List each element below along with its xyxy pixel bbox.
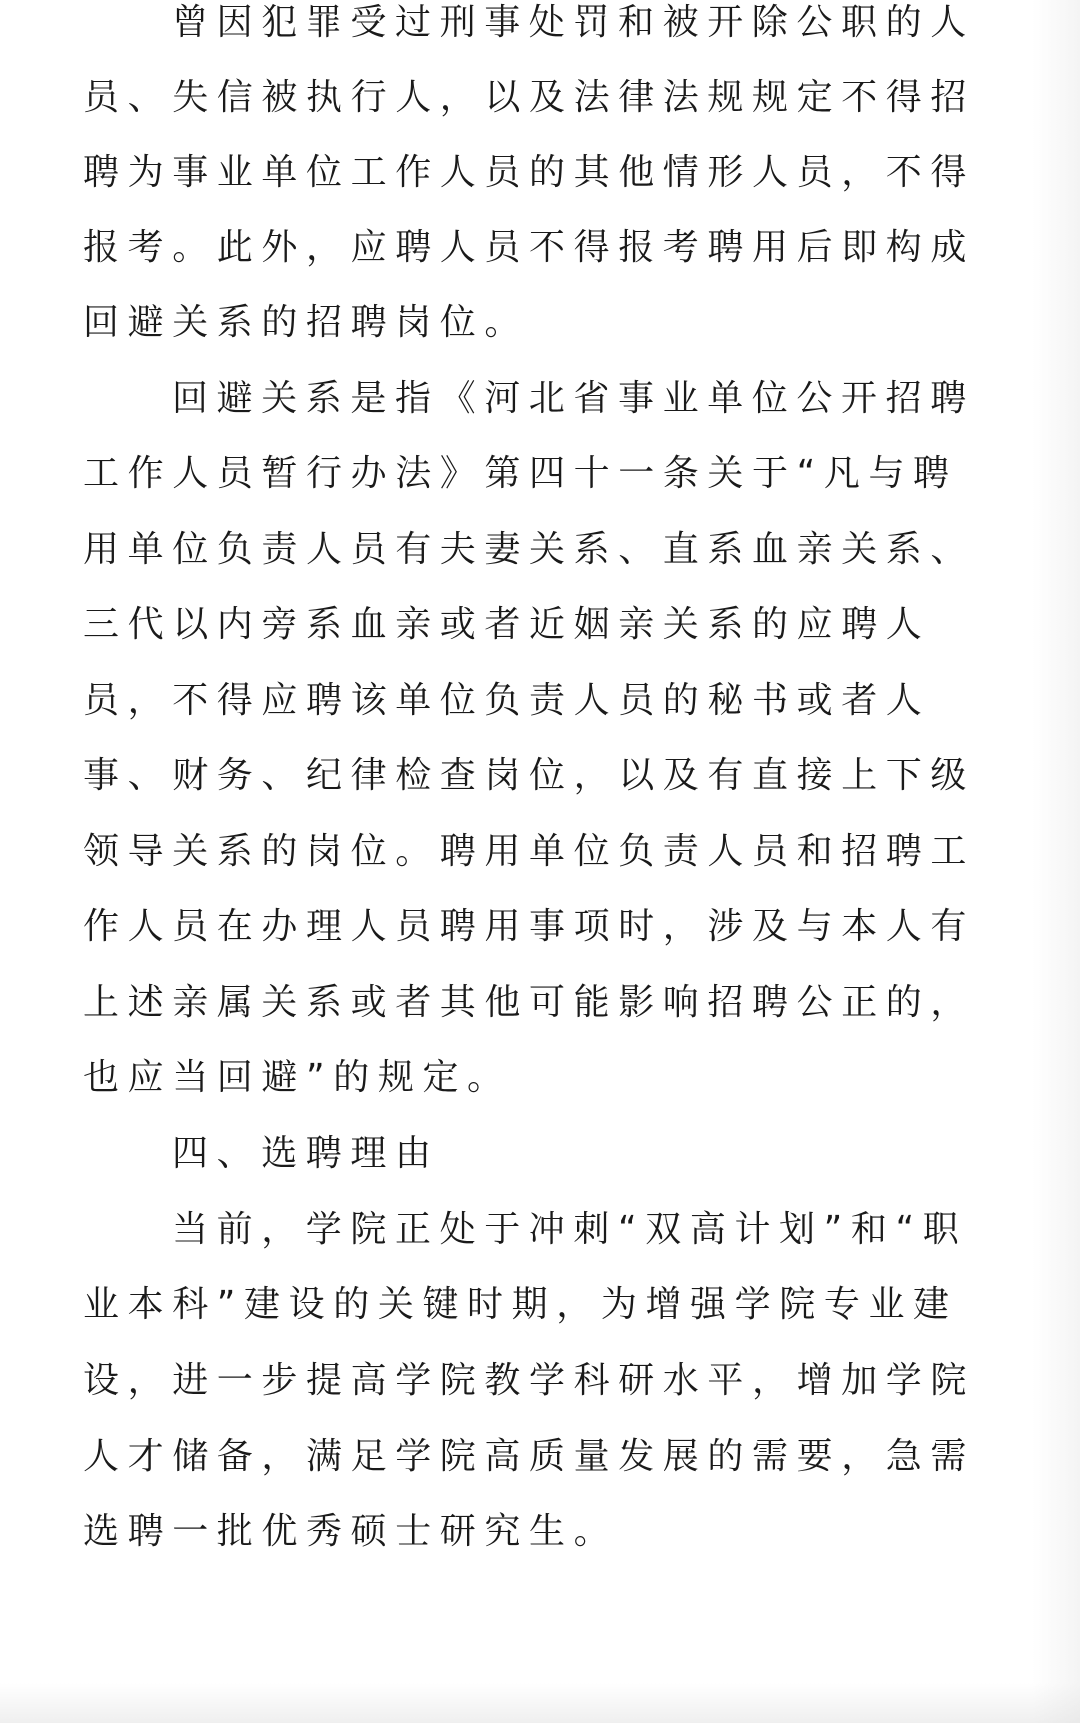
text-line: 设，进一步提高学院教学科研水平，增加学院 <box>83 1360 976 1401</box>
text-line: 回避关系是指《河北省事业单位公开招聘 <box>172 378 975 419</box>
text-line: 领导关系的岗位。聘用单位负责人员和招聘工 <box>83 831 976 872</box>
text-line: 人才储备，满足学院高质量发展的需要，急需 <box>83 1436 976 1477</box>
page-bottom-shadow <box>0 1683 1080 1723</box>
text-line: 当前，学院正处于冲刺“双高计划”和“职 <box>172 1209 968 1250</box>
page-edge-shadow <box>1032 0 1080 1723</box>
text-line: 曾因犯罪受过刑事处罚和被开除公职的人 <box>172 2 975 43</box>
text-line: 报考。此外，应聘人员不得报考聘用后即构成 <box>83 227 976 268</box>
text-line: 三代以内旁系血亲或者近姻亲关系的应聘人 <box>83 604 931 645</box>
text-line: 业本科”建设的关键时期，为增强学院专业建 <box>83 1284 958 1325</box>
section-heading: 四、选聘理由 <box>172 1133 440 1174</box>
text-line: 选聘一批优秀硕士研究生。 <box>83 1511 619 1552</box>
text-line: 员，不得应聘该单位负责人员的秘书或者人 <box>83 680 931 721</box>
text-line: 上述亲属关系或者其他可能影响招聘公正的， <box>83 982 976 1023</box>
text-line: 聘为事业单位工作人员的其他情形人员，不得 <box>83 152 976 193</box>
text-line: 也应当回避”的规定。 <box>83 1057 512 1098</box>
text-line: 用单位负责人员有夫妻关系、直系血亲关系、 <box>83 529 976 570</box>
text-line: 事、财务、纪律检查岗位，以及有直接上下级 <box>83 755 976 796</box>
text-line: 回避关系的招聘岗位。 <box>83 302 530 343</box>
text-line: 员、失信被执行人，以及法律法规规定不得招 <box>83 77 976 118</box>
text-line: 工作人员暂行办法》第四十一条关于“凡与聘 <box>83 453 958 494</box>
text-line: 作人员在办理人员聘用事项时，涉及与本人有 <box>83 906 976 947</box>
